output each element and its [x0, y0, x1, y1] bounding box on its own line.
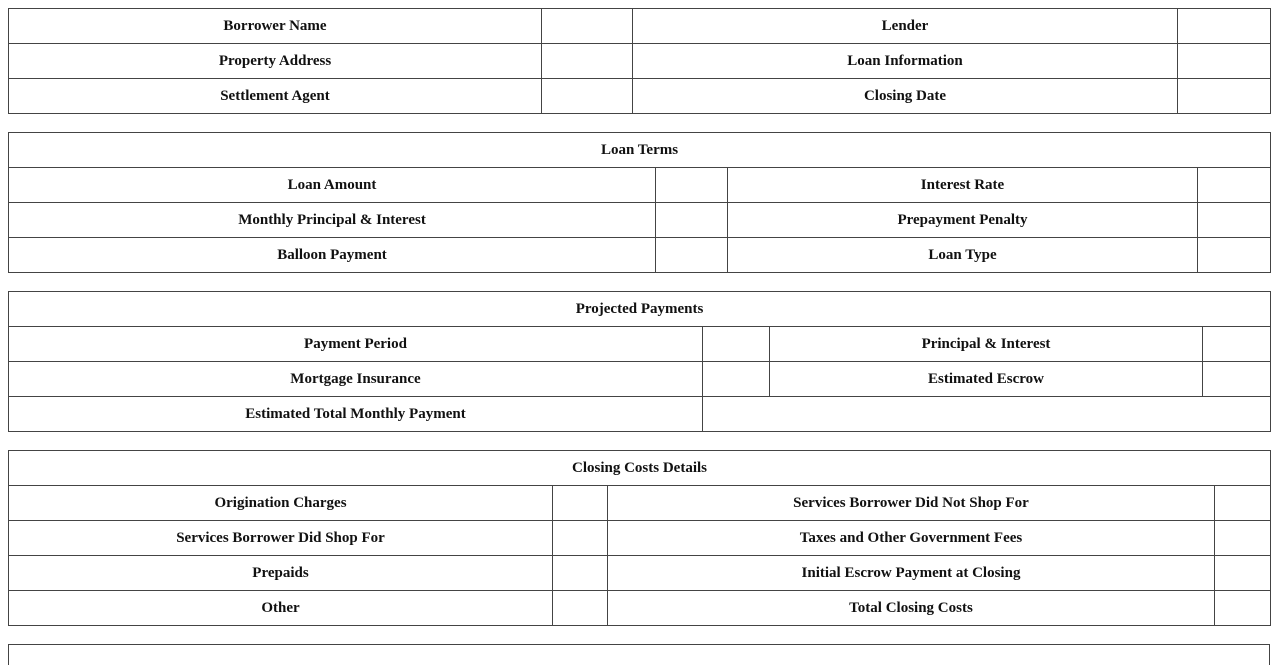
- estimated-total-value: [703, 397, 1271, 432]
- prepayment-penalty-value: [1198, 203, 1271, 238]
- total-closing-costs-label: Total Closing Costs: [608, 591, 1215, 626]
- interest-rate-value: [1198, 168, 1271, 203]
- parties-table: [8, 8, 1271, 114]
- loan-terms-table: [8, 132, 1271, 273]
- lender-label: Lender: [633, 9, 1178, 44]
- taxes-fees-value: [1215, 521, 1271, 556]
- property-address-value: [542, 44, 633, 79]
- balloon-payment-value: [656, 238, 728, 273]
- table-row: [9, 397, 1271, 432]
- other-value: [553, 591, 608, 626]
- closing-date-value: [1178, 79, 1271, 114]
- table-row: [9, 79, 1271, 114]
- table-row: [9, 486, 1271, 521]
- taxes-fees-label: Taxes and Other Government Fees: [608, 521, 1215, 556]
- origination-charges-label: Origination Charges: [9, 486, 553, 521]
- payment-period-label: Payment Period: [9, 327, 703, 362]
- loan-type-label: Loan Type: [728, 238, 1198, 273]
- estimated-escrow-value: [1203, 362, 1271, 397]
- other-label: Other: [9, 591, 553, 626]
- table-row: [9, 556, 1271, 591]
- loan-amount-label: Loan Amount: [9, 168, 656, 203]
- principal-interest-value: [1203, 327, 1271, 362]
- borrower-name-value: [542, 9, 633, 44]
- loan-information-value: [1178, 44, 1271, 79]
- loan-type-value: [1198, 238, 1271, 273]
- settlement-agent-value: [542, 79, 633, 114]
- prepayment-penalty-label: Prepayment Penalty: [728, 203, 1198, 238]
- mortgage-insurance-value: [703, 362, 770, 397]
- initial-escrow-value: [1215, 556, 1271, 591]
- table-row: [9, 327, 1271, 362]
- lender-value: [1178, 9, 1271, 44]
- table-row: [9, 591, 1271, 626]
- interest-rate-label: Interest Rate: [728, 168, 1198, 203]
- services-not-shop-value: [1215, 486, 1271, 521]
- table-row: [9, 9, 1271, 44]
- monthly-pi-value: [656, 203, 728, 238]
- table-row: [9, 238, 1271, 273]
- balloon-payment-label: Balloon Payment: [9, 238, 656, 273]
- table-row: [9, 44, 1271, 79]
- prepaids-value: [553, 556, 608, 591]
- table-row: [9, 133, 1271, 168]
- estimated-escrow-label: Estimated Escrow: [770, 362, 1203, 397]
- projected-payments-table: [8, 291, 1271, 432]
- services-did-shop-value: [553, 521, 608, 556]
- settlement-agent-label: Settlement Agent: [9, 79, 542, 114]
- loan-information-label: Loan Information: [633, 44, 1178, 79]
- table-row: [9, 292, 1271, 327]
- mortgage-insurance-label: Mortgage Insurance: [9, 362, 703, 397]
- section-title: Loan Terms: [9, 133, 1271, 168]
- services-did-shop-label: Services Borrower Did Shop For: [9, 521, 553, 556]
- table-row: [9, 362, 1271, 397]
- total-closing-costs-value: [1215, 591, 1271, 626]
- table-row: [9, 451, 1271, 486]
- initial-escrow-label: Initial Escrow Payment at Closing: [608, 556, 1215, 591]
- prepaids-label: Prepaids: [9, 556, 553, 591]
- property-address-label: Property Address: [9, 44, 542, 79]
- estimated-total-label: Estimated Total Monthly Payment: [9, 397, 703, 432]
- table-row: [9, 203, 1271, 238]
- table-row: [9, 168, 1271, 203]
- principal-interest-label: Principal & Interest: [770, 327, 1203, 362]
- loan-amount-value: [656, 168, 728, 203]
- table-row: [9, 521, 1271, 556]
- section-title: Projected Payments: [9, 292, 1271, 327]
- borrower-name-label: Borrower Name: [9, 9, 542, 44]
- closing-date-label: Closing Date: [633, 79, 1178, 114]
- services-not-shop-label: Services Borrower Did Not Shop For: [608, 486, 1215, 521]
- section-title: Closing Costs Details: [9, 451, 1271, 486]
- monthly-pi-label: Monthly Principal & Interest: [9, 203, 656, 238]
- payment-period-value: [703, 327, 770, 362]
- closing-costs-table: [8, 450, 1271, 626]
- next-table-edge: [8, 644, 1270, 665]
- origination-charges-value: [553, 486, 608, 521]
